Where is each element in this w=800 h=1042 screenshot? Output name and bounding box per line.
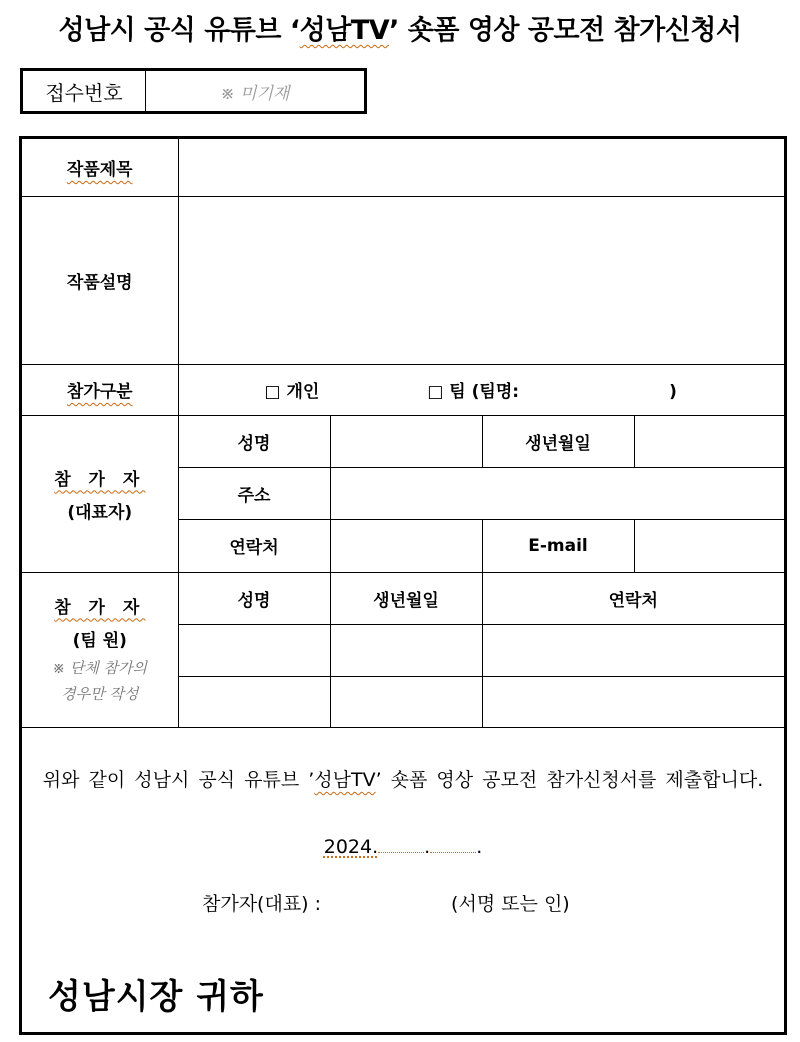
table-row [22,572,784,624]
rep-label-line2: (대표자) [67,502,133,523]
team-member-1-name[interactable] [178,624,330,676]
signature-line [202,889,570,916]
team-member-2-birth[interactable] [330,676,482,727]
rep-contact-label: 연락처 [178,519,330,572]
recipient: 성남시장 귀하 [48,977,264,1017]
team-checkbox[interactable]: □ 팀 (팀명: [427,382,520,402]
rep-name-label: 성명 [178,415,330,467]
rep-address-label: 주소 [178,467,330,519]
rep-contact-field[interactable] [330,519,482,572]
team-note-line2: 경우만 작성 [61,684,139,703]
category-options [178,364,784,415]
category-label: 참가구분 [22,364,178,415]
team-member-1-contact[interactable] [482,624,784,676]
receipt-number-value: ※ 미기재 [220,83,290,104]
date-day-field[interactable] [430,835,476,853]
individual-checkbox[interactable]: □ 개인 [264,382,320,402]
rep-birth-field[interactable] [634,415,784,467]
team-name-close: ) [669,382,677,402]
date-month-field[interactable] [378,835,424,853]
team-member-1-birth[interactable] [330,624,482,676]
rep-label-line1: 참 가 자 [54,469,146,490]
signature-note: (서명 또는 인) [451,893,570,915]
work-title-label: 작품제목 [22,139,178,196]
rep-address-field[interactable] [330,467,784,519]
date-year: 2024. [323,836,379,858]
application-form [19,136,787,1035]
declaration-section [22,727,784,1032]
team-member-label [22,572,178,727]
title-suffix: ’ 숏폼 영상 공모전 참가신청서 [389,15,742,46]
team-col-name: 성명 [178,572,330,624]
rep-email-field[interactable] [634,519,784,572]
team-col-contact: 연락처 [482,572,784,624]
rep-email-label: E-mail [482,519,634,572]
receipt-number-box [20,68,367,114]
table-row [22,196,784,364]
table-row [22,139,784,196]
work-desc-field[interactable] [178,196,784,364]
work-title-field[interactable] [178,139,784,196]
representative-label [22,415,178,572]
application-table [22,139,784,728]
receipt-number-label: 접수번호 [23,71,146,111]
team-label-line2: (팀 원) [72,630,127,651]
work-desc-label: 작품설명 [22,196,178,364]
team-label-line1: 참 가 자 [54,597,146,618]
date-line [22,835,784,858]
title-channel: 성남TV [299,15,390,46]
date-dot-2: . [476,836,483,858]
rep-name-field[interactable] [330,415,482,467]
signer-label: 참가자(대표) : [202,893,322,915]
team-member-2-contact[interactable] [482,676,784,727]
team-note-line1: ※ 단체 참가의 [52,658,148,677]
date-dot-1: . [424,836,431,858]
table-row [22,415,784,467]
rep-birth-label: 생년월일 [482,415,634,467]
team-member-2-name[interactable] [178,676,330,727]
team-col-birth: 생년월일 [330,572,482,624]
declaration-text: 위와 같이 성남시 공식 유튜브 ’성남TV’ 숏폼 영상 공모전 참가신청서를 제출합니다. [42,769,764,791]
title-prefix: 성남시 공식 유튜브 ‘ [58,15,300,46]
table-row [22,364,784,415]
form-title [0,8,800,48]
